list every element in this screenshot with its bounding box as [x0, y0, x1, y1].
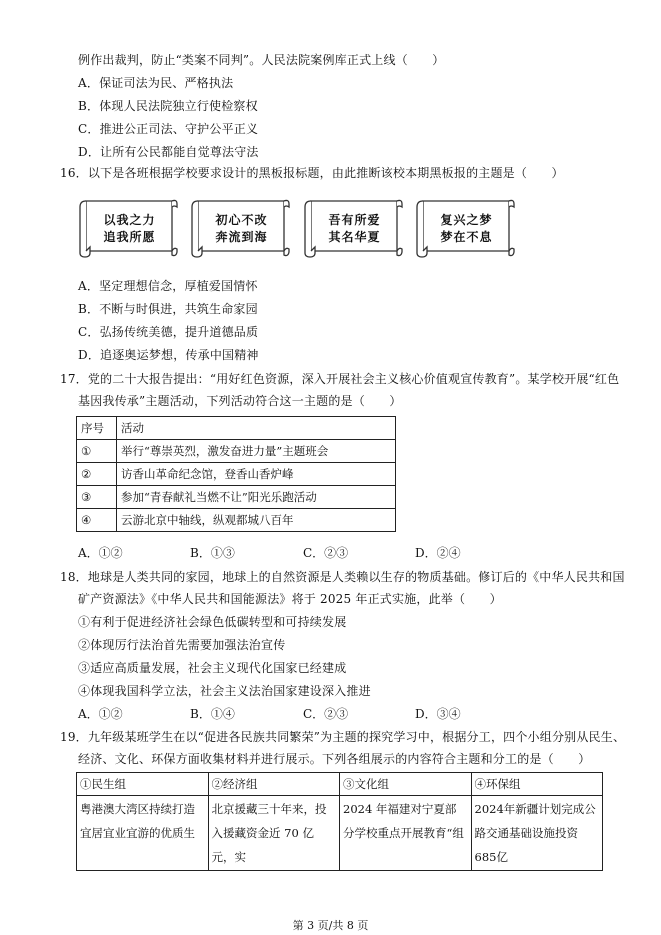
q17-answer-a[interactable]: A．①② — [78, 546, 123, 560]
q18-answer-d[interactable]: D．③④ — [415, 707, 461, 721]
q18-statement-4: ④体现我国科学立法，社会主义法治国家建设深入推进 — [78, 684, 371, 698]
q17-activity-table — [76, 416, 396, 532]
table-row — [77, 486, 396, 509]
q19-stem-line1: 19．九年级某班学生在以“促进各民族共同繁荣”为主题的探究学习中，根据分工，四个小组分别从民生、 — [60, 730, 626, 744]
table-header-row — [77, 773, 603, 796]
scroll-banner-4 — [413, 195, 516, 259]
banner-3-line1: 吾有所爱 — [328, 213, 381, 227]
banner-2-line1: 初心不改 — [215, 213, 268, 227]
q16-banner-row — [76, 195, 516, 267]
q16-option-b[interactable]: B．不断与时俱进，共筑生命家园 — [78, 302, 258, 316]
table-cell: ③ — [77, 486, 117, 509]
q19-stem-line2: 经济、文化、环保方面收集材料并进行展示。下列各组展示的内容符合主题和分工的是（ ） — [78, 752, 591, 766]
table-cell: 举行“尊崇英烈，激发奋进力量”主题班会 — [117, 440, 396, 463]
q15-option-d[interactable]: D．让所有公民都能自觉尊法守法 — [78, 145, 259, 159]
scroll-banner-2 — [188, 195, 291, 259]
table-cell: 2024 年福建对宁夏部分学校重点开展教育“组 — [340, 796, 472, 871]
q18-statement-3: ③适应高质量发展，社会主义现代化国家已经建成 — [78, 661, 347, 675]
q17-answer-d[interactable]: D．②④ — [415, 546, 461, 560]
q18-answer-c[interactable]: C．②③ — [303, 707, 349, 721]
q16-stem: 16．以下是各班根据学校要求设计的黑板报标题，由此推断该校本期黑板报的主题是（ ） — [60, 166, 564, 180]
q19-group-table — [76, 772, 603, 871]
table-cell: 云游北京中轴线，纵观都城八百年 — [117, 509, 396, 532]
q15-stem-end: 例作出裁判，防止“类案不同判”。人民法院案例库正式上线（ ） — [78, 53, 445, 67]
table-header-cell: 活动 — [117, 417, 396, 440]
banner-1-line2: 追我所愿 — [103, 230, 156, 244]
table-header-cell: ②经济组 — [208, 773, 340, 796]
q15-option-a[interactable]: A．保证司法为民、严格执法 — [78, 76, 234, 90]
table-row — [77, 440, 396, 463]
q16-option-a[interactable]: A．坚定理想信念，厚植爱国情怀 — [78, 279, 258, 293]
table-cell: 粤港澳大湾区持续打造宜居宜业宜游的优质生 — [77, 796, 209, 871]
q18-answer-a[interactable]: A．①② — [78, 707, 123, 721]
banner-3-line2: 其名华夏 — [328, 230, 381, 244]
banner-2-line2: 奔流到海 — [215, 230, 268, 244]
table-cell: ④ — [77, 509, 117, 532]
banner-4-line1: 复兴之梦 — [440, 213, 493, 227]
q17-stem-line2: 基因我传承”主题活动，下列活动符合这一主题的是（ ） — [78, 394, 402, 408]
page-footer: 第 3 页/共 8 页 — [292, 919, 369, 932]
q18-statement-2: ②体现厉行法治首先需要加强法治宣传 — [78, 638, 286, 652]
q17-stem-line1: 17．党的二十大报告提出：“用好红色资源，深入开展社会主义核心价值观宣传教育”。某学校开展“红色 — [60, 372, 620, 386]
table-header-cell: ③文化组 — [340, 773, 472, 796]
q18-stem-line2: 矿产资源法》《中华人民共和国能源法》将于 2025 年正式实施，此举（ ） — [78, 592, 502, 606]
banner-1-line1: 以我之力 — [103, 213, 156, 227]
table-header-cell: ①民生组 — [77, 773, 209, 796]
q18-statement-1: ①有利于促进经济社会绿色低碳转型和可持续发展 — [78, 615, 347, 629]
q15-option-b[interactable]: B．体现人民法院独立行使检察权 — [78, 99, 258, 113]
table-row — [77, 509, 396, 532]
table-cell: 2024年新疆计划完成公路交通基础设施投资685亿 — [471, 796, 603, 871]
q18-stem-line1: 18．地球是人类共同的家园，地球上的自然资源是人类赖以生存的物质基础。修订后的《中华人民共和国 — [60, 570, 625, 584]
table-cell: ① — [77, 440, 117, 463]
table-header-cell: 序号 — [77, 417, 117, 440]
table-cell: ② — [77, 463, 117, 486]
table-row — [77, 463, 396, 486]
table-header-cell: ④环保组 — [471, 773, 603, 796]
table-cell: 参加“青春献礼当燃不让”阳光乐跑活动 — [117, 486, 396, 509]
q16-option-d[interactable]: D．追逐奥运梦想，传承中国精神 — [78, 348, 259, 362]
q16-option-c[interactable]: C．弘扬传统美德，提升道德品质 — [78, 325, 259, 339]
table-row — [77, 796, 603, 871]
table-cell: 北京援藏三十年来，投入援藏资金近 70 亿元，实 — [208, 796, 340, 871]
q17-answer-c[interactable]: C．②③ — [303, 546, 349, 560]
q18-answer-b[interactable]: B．①④ — [190, 707, 235, 721]
table-cell: 访香山革命纪念馆，登香山香炉峰 — [117, 463, 396, 486]
scroll-banner-1 — [76, 195, 179, 259]
banner-4-line2: 梦在不息 — [440, 230, 493, 244]
q17-answer-b[interactable]: B．①③ — [190, 546, 235, 560]
scroll-banner-3 — [301, 195, 404, 259]
table-header-row — [77, 417, 396, 440]
q15-option-c[interactable]: C．推进公正司法、守护公平正义 — [78, 122, 259, 136]
